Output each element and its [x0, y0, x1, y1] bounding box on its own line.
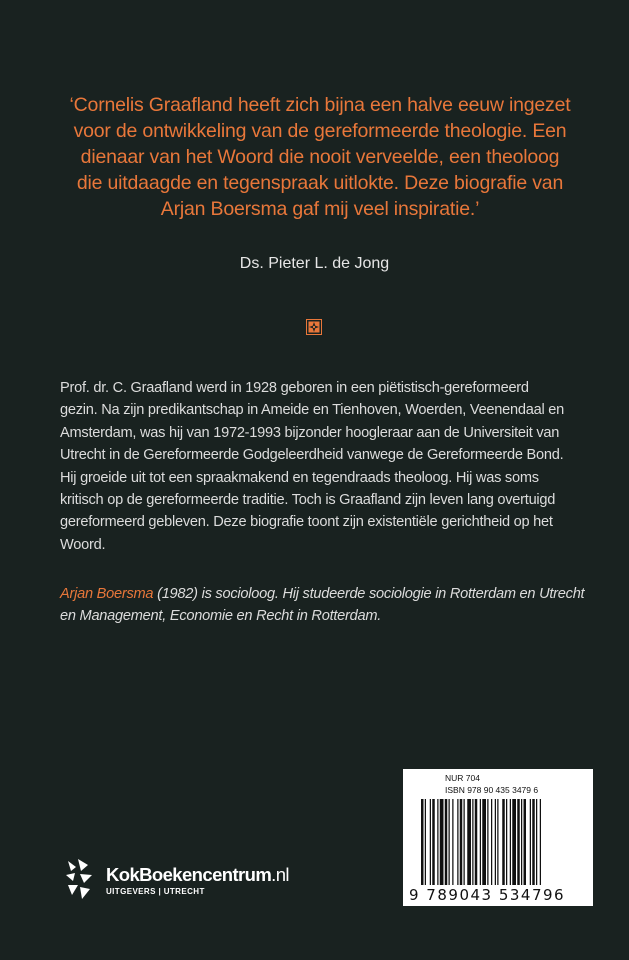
- book-description: [60, 377, 600, 556]
- quote-line: dienaar van het Woord die nooit verveelde, een theoloog: [80, 146, 560, 168]
- publisher-subtitle: UITGEVERS | UTRECHT: [106, 887, 205, 896]
- quote-line: voor de ontwikkeling van de gereformeerde theologie. Een: [73, 120, 567, 142]
- description-line: Woord.: [60, 536, 106, 553]
- description-line: Hij groeide uit tot een spraakmakend en tegendraads theoloog. Hij was soms: [60, 469, 539, 486]
- author-bio: [60, 583, 600, 628]
- description-line: gereformeerd gebleven. Deze biografie toont zijn existentiële gerichtheid op het: [60, 514, 553, 531]
- isbn-number: ISBN 978 90 435 3479 6: [445, 785, 539, 795]
- author-bio-line: en Management, Economie en Recht in Rotterdam.: [60, 608, 382, 625]
- author-bio-text: (1982) is socioloog. Hij studeerde sociologie in Rotterdam en Utrecht: [153, 586, 585, 602]
- description-line: Amsterdam, was hij van 1972-1993 bijzonder hoogleraar aan de Universiteit van: [60, 424, 560, 441]
- quote-attribution: Ds. Pieter L. de Jong: [239, 255, 390, 272]
- quote-line: Arjan Boersma gaf mij veel inspiratie.’: [160, 198, 480, 220]
- barcode-bars: [421, 799, 581, 885]
- description-line: Utrecht in de Gereformeerde Godgeleerdheid vanwege de Gereformeerde Bond.: [60, 447, 564, 464]
- description-line: Prof. dr. C. Graafland werd in 1928 geboren in een piëtistisch-gereformeerd: [60, 380, 529, 396]
- isbn-barcode: [403, 769, 593, 906]
- barcode-digits: 9 789043 534796: [409, 886, 566, 904]
- author-name: Arjan Boersma: [60, 586, 154, 602]
- publisher-name: KokBoekencentrum.nl: [106, 864, 289, 885]
- description-line: kritisch op de gereformeerde traditie. Toch is Graafland zijn leven lang overtuigd: [60, 492, 556, 509]
- quote-line: die uitdaagde en tegenspraak uitlokte. Deze biografie van: [76, 172, 564, 194]
- author-bio-line: [60, 583, 600, 605]
- publisher-logo: [62, 857, 322, 903]
- endorsement-quote: [40, 92, 600, 222]
- quote-line: ‘Cornelis Graafland heeft zich bijna een halve eeuw ingezet: [69, 94, 571, 116]
- description-line: gezin. Na zijn predikantschap in Ameide en Tienhoven, Woerden, Veenendaal en: [60, 402, 565, 419]
- publisher-flame-icon: [62, 857, 98, 901]
- floral-square-ornament-icon: [306, 319, 322, 335]
- nur-code: NUR 704: [445, 773, 480, 783]
